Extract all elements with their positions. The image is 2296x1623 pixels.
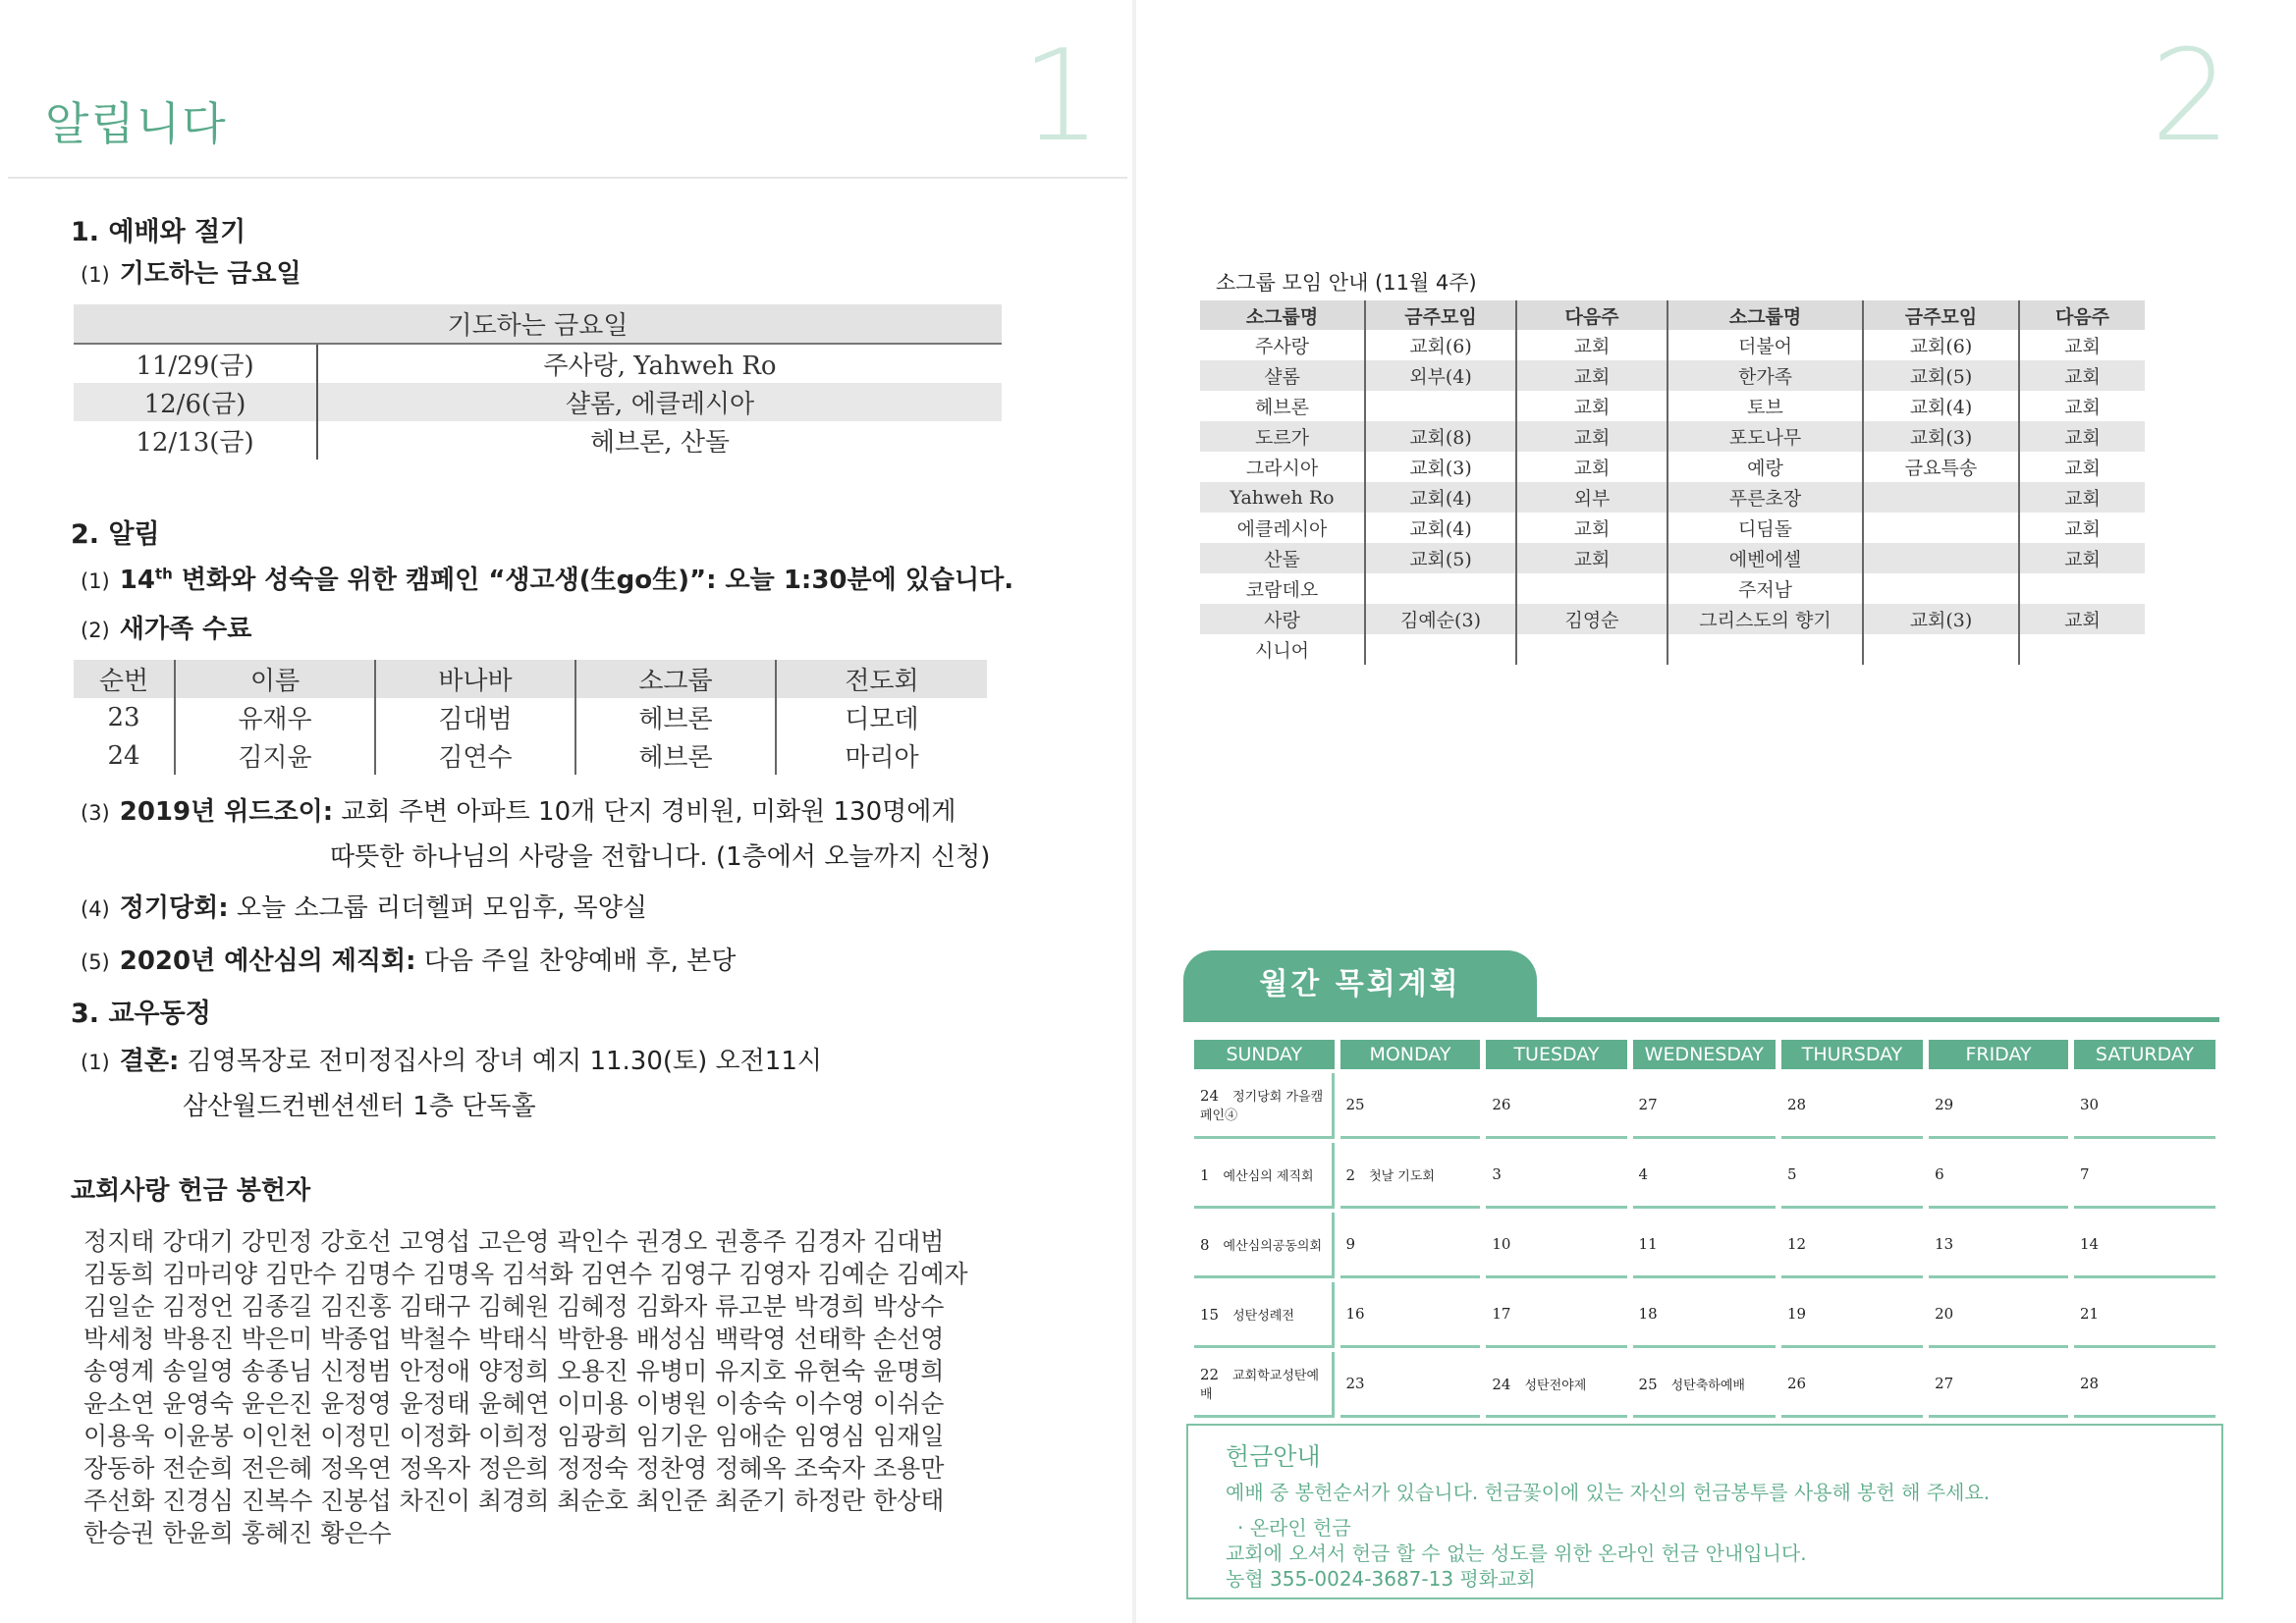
table-cell xyxy=(1667,634,1863,665)
list-item: 이용욱 이윤봉 이인천 이정민 이정화 이희정 임광희 임기운 임애순 임영심 임재일 xyxy=(83,1422,945,1450)
table-cell: 교회 xyxy=(2019,604,2145,634)
calendar-date: 23 xyxy=(1345,1375,1365,1392)
calendar-date: 27 xyxy=(1638,1096,1658,1113)
table-cell: 사랑 xyxy=(1200,604,1365,634)
table-cell: 교회(6) xyxy=(1863,330,2019,360)
table-cell xyxy=(1365,391,1516,421)
table-cell: 교회(3) xyxy=(1863,421,2019,452)
table-cell: 코람데오 xyxy=(1200,573,1365,604)
calendar-date: 13 xyxy=(1935,1235,1954,1253)
table-cell: 더불어 xyxy=(1667,330,1863,360)
calendar-date: 2 xyxy=(1345,1165,1356,1184)
calendar-event: 성탄성례전 xyxy=(1232,1308,1294,1324)
page-fold xyxy=(1132,0,1136,1623)
calendar-cell xyxy=(1633,1282,1776,1348)
calendar-week xyxy=(1194,1143,2215,1209)
calendar-cell xyxy=(2074,1073,2215,1139)
section-2-item-3-cont: 따뜻한 하나님의 사랑을 전합니다. (1층에서 오늘까지 신청) xyxy=(330,842,991,872)
offering-line-3: 교회에 오셔서 헌금 할 수 없는 성도를 위한 온라인 헌금 안내입니다. xyxy=(1226,1542,1807,1565)
calendar-date: 26 xyxy=(1786,1375,1807,1392)
table-cell: 교회 xyxy=(1516,391,1667,421)
table-cell: 교회(4) xyxy=(1365,482,1516,513)
section-2-item-3: (3) 2019년 위드조이: 교회 주변 아파트 10개 단지 경비원, 미화원 130명에게 xyxy=(81,797,957,827)
table-cell xyxy=(1516,634,1667,665)
section-3-item-1: (1) 결혼: 김영목장로 전미정집사의 장녀 예지 11.30(토) 오전11시 xyxy=(81,1047,822,1076)
table-cell: 김예순(3) xyxy=(1365,604,1516,634)
prayer-table-header: 기도하는 금요일 xyxy=(74,304,1002,344)
new-family-table: 순번 이름 바나바 소그룹 전도회 23 유재우 김대범 헤브론 디모데 24 김지윤 김연수 헤브론 마리아 xyxy=(74,660,987,775)
calendar-tab-line xyxy=(1183,1017,2219,1022)
calendar-date: 21 xyxy=(2079,1305,2100,1323)
calendar-date: 8 xyxy=(1200,1235,1210,1254)
calendar-cell xyxy=(1486,1073,1626,1139)
list-item: 김동희 김마리양 김만수 김명수 김명옥 김석화 김연수 김영구 김영자 김예순 김예자 xyxy=(83,1260,968,1288)
table-cell: 교회 xyxy=(2019,360,2145,391)
calendar-day-header: WEDNESDAY xyxy=(1633,1040,1776,1069)
table-cell: 예랑 xyxy=(1667,452,1863,482)
smallgroup-table: 소그룹명 금주모임 다음주 소그룹명 금주모임 다음주 주사랑 교회(6) 교회 더불어 교회(6) 교회 샬롬 외부(4) 교회 한가족 교회(5) 교회 헤브론 교회 토브 교회(4) 교회 도르가 교회(8) 교회 포도나무 교회(3) 교회 그라시아 교회(3) 교회 예랑 금요특송 교회 Yahweh Ro 교회(4) 외부 푸른초장 교회 에클레시아 교회(4) 교회 디딤돌 교회 산돌 교회(5) 교회 에벤에셀 교회 코람데오 주저남 사랑 김예순(3) 김영순 그리스도의 향기 교회(3) 교회 시니어 xyxy=(1200,300,2145,665)
table-cell: 교회 xyxy=(1516,513,1667,543)
table-cell: 교회 xyxy=(2019,543,2145,573)
table-cell: 교회(3) xyxy=(1863,604,2019,634)
table-cell xyxy=(1863,482,2019,513)
table-row xyxy=(1200,482,2145,513)
calendar-cell xyxy=(2074,1143,2215,1209)
table-row xyxy=(1200,573,2145,604)
calendar-date: 16 xyxy=(1345,1305,1365,1323)
calendar-cell xyxy=(1781,1213,1923,1278)
list-item: 주선화 진경심 진복수 진봉섭 차진이 최경희 최순호 최인준 최준기 하정란 한상태 xyxy=(83,1487,945,1515)
table-cell: 토브 xyxy=(1667,391,1863,421)
calendar-date: 19 xyxy=(1786,1305,1807,1323)
table-cell xyxy=(2019,573,2145,604)
title-divider xyxy=(8,177,1127,179)
calendar-cell xyxy=(1633,1143,1776,1209)
table-row: 12/13(금) 헤브론, 산돌 xyxy=(74,421,1002,460)
table-cell: 에벤에셀 xyxy=(1667,543,1863,573)
calendar-event: 예산심의공동의회 xyxy=(1223,1238,1323,1254)
table-cell: 교회(5) xyxy=(1365,543,1516,573)
calendar-date: 27 xyxy=(1935,1375,1954,1392)
calendar-cell xyxy=(1340,1143,1481,1209)
table-cell: 교회 xyxy=(2019,482,2145,513)
calendar-date: 29 xyxy=(1935,1096,1954,1113)
table-cell: 교회 xyxy=(1516,543,1667,573)
table-cell: 교회(5) xyxy=(1863,360,2019,391)
calendar-cell xyxy=(1340,1073,1481,1139)
offering-info-box xyxy=(1186,1424,2223,1599)
calendar-date: 24 xyxy=(1492,1375,1511,1393)
calendar-date: 3 xyxy=(1492,1165,1502,1183)
table-cell: 교회(3) xyxy=(1365,452,1516,482)
section-3-item-1-cont: 삼산월드컨벤션센터 1층 단독홀 xyxy=(183,1092,536,1121)
calendar-cell xyxy=(1781,1143,1923,1209)
table-cell: 푸른초장 xyxy=(1667,482,1863,513)
monthly-calendar xyxy=(1188,1036,2221,1422)
offering-line-2: · 온라인 헌금 xyxy=(1237,1516,1351,1540)
calendar-cell xyxy=(1781,1073,1923,1139)
table-cell: 포도나무 xyxy=(1667,421,1863,452)
calendar-cell xyxy=(1194,1073,1335,1139)
table-cell: 주저남 xyxy=(1667,573,1863,604)
calendar-date: 24 xyxy=(1200,1087,1220,1105)
table-cell xyxy=(1365,573,1516,604)
offering-line-4: 농협 355-0024-3687-13 평화교회 xyxy=(1226,1567,1536,1591)
calendar-date: 9 xyxy=(1345,1235,1356,1253)
table-cell xyxy=(1863,543,2019,573)
calendar-cell xyxy=(2074,1213,2215,1278)
table-cell xyxy=(1863,634,2019,665)
section-3-heading: 3. 교우동정 xyxy=(71,999,211,1029)
table-row xyxy=(1200,513,2145,543)
page-number-right: 2 xyxy=(2151,24,2231,170)
calendar-date: 17 xyxy=(1492,1305,1511,1323)
list-item: 박세청 박용진 박은미 박종업 박철수 박태식 박한용 배성심 백락영 선태학 손선영 xyxy=(83,1325,945,1353)
table-cell: 그리스도의 향기 xyxy=(1667,604,1863,634)
calendar-event: 성탄축하예배 xyxy=(1670,1378,1745,1393)
calendar-date: 12 xyxy=(1786,1235,1807,1253)
table-cell: 시니어 xyxy=(1200,634,1365,665)
table-cell: 디딤돌 xyxy=(1667,513,1863,543)
offering-heading: 헌금안내 xyxy=(1226,1442,1321,1471)
offering-line-1: 예배 중 봉헌순서가 있습니다. 헌금꽃이에 있는 자신의 헌금봉투를 사용해 봉헌 해 주세요. xyxy=(1226,1481,1991,1504)
table-cell: 산돌 xyxy=(1200,543,1365,573)
table-cell: 헤브론 xyxy=(1200,391,1365,421)
calendar-cell xyxy=(1781,1282,1923,1348)
calendar-cell xyxy=(1929,1352,2068,1418)
table-cell: 교회 xyxy=(1516,330,1667,360)
list-item: 정지태 강대기 강민정 강호선 고영섭 고은영 곽인수 권경오 권흥주 김경자 김대범 xyxy=(83,1227,945,1256)
calendar-week xyxy=(1194,1282,2215,1348)
smallgroup-caption: 소그룹 모임 안내 (11월 4주) xyxy=(1216,271,1477,295)
table-cell xyxy=(1863,573,2019,604)
table-row: 11/29(금) 주사랑, Yahweh Ro xyxy=(74,344,1002,383)
table-cell: 교회(8) xyxy=(1365,421,1516,452)
calendar-cell xyxy=(1929,1143,2068,1209)
section-1-heading: 1. 예배와 절기 xyxy=(71,217,246,247)
table-row xyxy=(1200,421,2145,452)
table-row: 24 김지윤 김연수 헤브론 마리아 xyxy=(74,736,987,775)
section-2-item-2: (2) 새가족 수료 xyxy=(81,615,252,644)
table-cell: 주사랑 xyxy=(1200,330,1365,360)
calendar-cell xyxy=(2074,1352,2215,1418)
calendar-cell xyxy=(1194,1143,1335,1209)
calendar-date: 14 xyxy=(2079,1235,2100,1253)
table-cell xyxy=(1863,513,2019,543)
calendar-cell xyxy=(1340,1282,1481,1348)
list-item: 한승권 한윤희 홍혜진 황은수 xyxy=(83,1519,392,1547)
table-row xyxy=(1200,543,2145,573)
calendar-date: 10 xyxy=(1492,1235,1511,1253)
calendar-date: 26 xyxy=(1492,1096,1511,1113)
calendar-date: 1 xyxy=(1200,1165,1210,1184)
calendar-cell xyxy=(1633,1073,1776,1139)
table-cell xyxy=(1365,634,1516,665)
calendar-cell xyxy=(1194,1352,1335,1418)
table-cell: 외부 xyxy=(1516,482,1667,513)
calendar-date: 5 xyxy=(1786,1165,1797,1183)
table-row xyxy=(1200,452,2145,482)
calendar-date: 25 xyxy=(1345,1096,1365,1113)
table-cell: 에클레시아 xyxy=(1200,513,1365,543)
calendar-date: 4 xyxy=(1638,1165,1649,1183)
calendar-day-header: MONDAY xyxy=(1340,1040,1481,1069)
table-cell: 교회 xyxy=(1516,452,1667,482)
table-row xyxy=(1200,391,2145,421)
table-cell: 도르가 xyxy=(1200,421,1365,452)
calendar-date: 7 xyxy=(2079,1165,2090,1183)
calendar-cell xyxy=(1340,1213,1481,1278)
calendar-date: 18 xyxy=(1638,1305,1658,1323)
donors-heading: 교회사랑 헌금 봉헌자 xyxy=(71,1176,311,1206)
table-cell: 한가족 xyxy=(1667,360,1863,391)
prayer-friday-table xyxy=(74,304,1002,460)
table-row xyxy=(1200,634,2145,665)
calendar-day-header: TUESDAY xyxy=(1486,1040,1626,1069)
list-item: 송영계 송일영 송종님 신정범 안정애 양정희 오용진 유병미 유지호 유현숙 윤명희 xyxy=(83,1357,945,1385)
section-2-heading: 2. 알림 xyxy=(71,519,160,550)
calendar-cell xyxy=(1194,1213,1335,1278)
table-cell: 교회 xyxy=(1516,421,1667,452)
table-cell: 교회(4) xyxy=(1863,391,2019,421)
calendar-cell xyxy=(1929,1213,2068,1278)
calendar-cell xyxy=(1340,1352,1481,1418)
calendar-date: 28 xyxy=(2079,1375,2100,1392)
calendar-week xyxy=(1194,1073,2215,1139)
calendar-cell xyxy=(1929,1073,2068,1139)
table-cell: 교회(4) xyxy=(1365,513,1516,543)
section-2-item-5: (5) 2020년 예산심의 제직회: 다음 주일 찬양예배 후, 본당 xyxy=(81,947,737,976)
calendar-date: 22 xyxy=(1200,1366,1220,1383)
table-row xyxy=(1200,330,2145,360)
table-cell: 김영순 xyxy=(1516,604,1667,634)
table-cell: 금요특송 xyxy=(1863,452,2019,482)
calendar-day-header: FRIDAY xyxy=(1929,1040,2068,1069)
calendar-date: 20 xyxy=(1935,1305,1954,1323)
section-2-item-4: (4) 정기당회: 오늘 소그룹 리더헬퍼 모임후, 목양실 xyxy=(81,893,647,923)
calendar-cell xyxy=(1486,1282,1626,1348)
calendar-cell xyxy=(1633,1352,1776,1418)
table-cell: 교회 xyxy=(2064,458,2101,479)
calendar-cell xyxy=(1486,1352,1626,1418)
table-row: 23 유재우 김대범 헤브론 디모데 xyxy=(74,698,987,736)
calendar-event: 첫날 기도회 xyxy=(1369,1168,1435,1184)
table-cell xyxy=(2019,634,2145,665)
table-cell: 교회(6) xyxy=(1365,330,1516,360)
calendar-day-header: THURSDAY xyxy=(1781,1040,1923,1069)
page-number-left: 1 xyxy=(1021,24,1102,170)
calendar-date: 30 xyxy=(2079,1096,2100,1113)
table-cell: 샬롬 xyxy=(1200,360,1365,391)
calendar-week xyxy=(1194,1352,2215,1418)
table-row xyxy=(1200,360,2145,391)
table-cell: 교회 xyxy=(2064,397,2101,418)
table-cell: 외부(4) xyxy=(1365,360,1516,391)
calendar-date: 6 xyxy=(1935,1165,1944,1183)
calendar-cell xyxy=(1486,1213,1626,1278)
calendar-tab-title: 월간 목회계획 xyxy=(1183,950,1537,1019)
donor-list xyxy=(83,1225,1007,1549)
calendar-date: 25 xyxy=(1638,1375,1658,1393)
calendar-cell xyxy=(1633,1213,1776,1278)
calendar-date: 15 xyxy=(1200,1305,1220,1324)
table-cell: 교회 xyxy=(1516,360,1667,391)
table-cell: Yahweh Ro xyxy=(1200,482,1365,513)
list-item: 장동하 전순희 전은혜 정옥연 정옥자 정은희 정정숙 정찬영 정혜옥 조숙자 조용만 xyxy=(83,1454,945,1483)
section-1-sub-1: (1) 기도하는 금요일 xyxy=(81,259,301,289)
table-cell xyxy=(1516,573,1667,604)
page-title: 알립니다 xyxy=(45,97,228,150)
calendar-day-header: SUNDAY xyxy=(1194,1040,1335,1069)
list-item: 김일순 김정언 김종길 김진홍 김태구 김혜원 김혜정 김화자 류고분 박경희 박상수 xyxy=(83,1292,945,1321)
table-cell: 교회 xyxy=(2064,518,2101,540)
table-cell: 교회 xyxy=(2019,421,2145,452)
calendar-event: 정기당회 가을캠페인④ xyxy=(1200,1090,1324,1123)
calendar-date: 28 xyxy=(1786,1096,1807,1113)
calendar-cell xyxy=(1781,1352,1923,1418)
calendar-cell xyxy=(2074,1282,2215,1348)
calendar-cell xyxy=(1486,1143,1626,1209)
section-2-item-1: (1) 14th 변화와 성숙을 위한 캠페인 “생고생(生go生)”: 오늘 1:30분에 있습니다. xyxy=(81,565,1014,595)
calendar-cell xyxy=(1929,1282,2068,1348)
table-cell: 교회 xyxy=(2064,336,2101,357)
calendar-event: 성탄전야제 xyxy=(1524,1378,1587,1393)
calendar-event: 교회학교성탄예배 xyxy=(1200,1369,1319,1402)
calendar-event: 예산심의 제직회 xyxy=(1223,1168,1314,1184)
calendar-cell xyxy=(1194,1282,1335,1348)
calendar-date: 11 xyxy=(1638,1235,1658,1253)
table-row: 12/6(금) 샬롬, 에클레시아 xyxy=(74,383,1002,421)
table-cell: 그라시아 xyxy=(1200,452,1365,482)
table-row xyxy=(1200,604,2145,634)
calendar-week xyxy=(1194,1213,2215,1278)
calendar-day-header: SATURDAY xyxy=(2074,1040,2215,1069)
list-item: 윤소연 윤영숙 윤은진 윤정영 윤정태 윤혜연 이미용 이병원 이송숙 이수영 이쉬순 xyxy=(83,1389,945,1418)
